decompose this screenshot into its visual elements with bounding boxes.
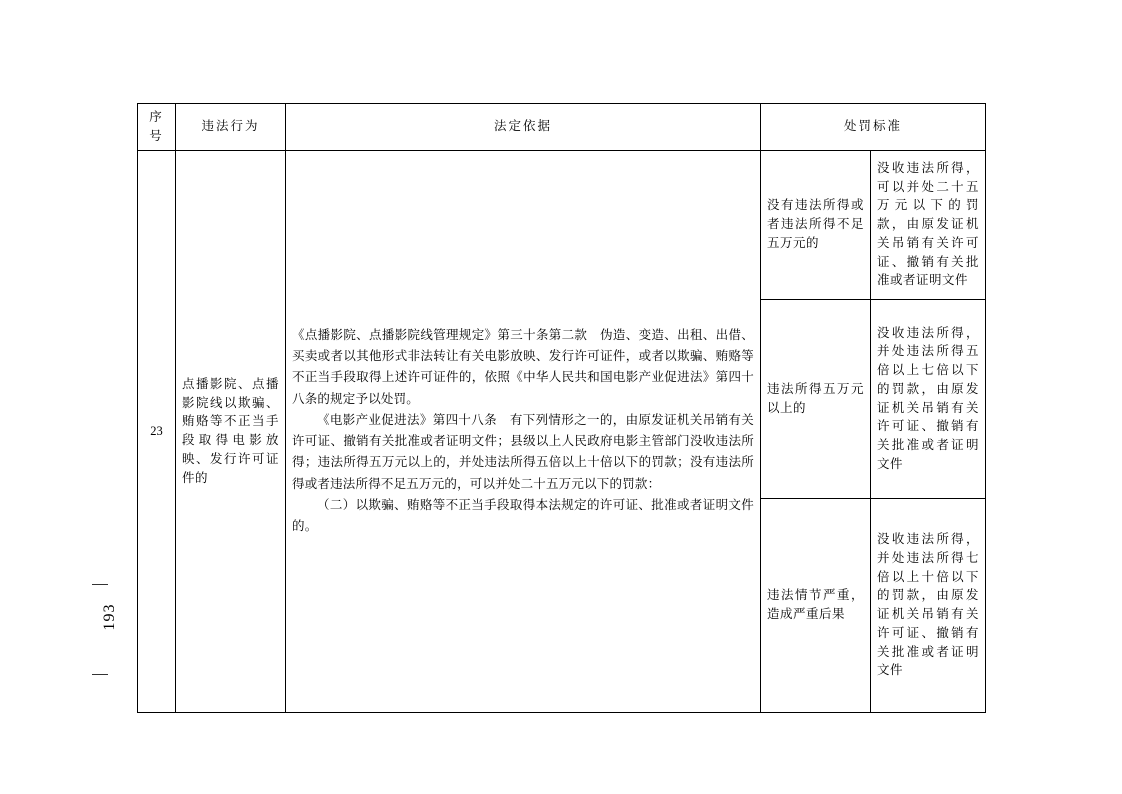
page-number-dash-bottom: [92, 674, 108, 675]
penalty-standard: 没收违法所得，可以并处二十五万元以下的罚款，由原发证机关吊销有关许可证、撤销有关批准或者证明文件: [871, 150, 986, 299]
row-illegal-act: 点播影院、点播影院线以欺骗、贿赂等不正当手段取得电影放映、发行许可证件的: [176, 150, 286, 712]
table-header: [138, 104, 986, 151]
penalty-condition: 没有违法所得或者违法所得不足五万元的: [761, 150, 871, 299]
penalty-condition: 违法情节严重，造成严重后果: [761, 498, 871, 712]
column-header-standard: 处罚标准: [761, 104, 986, 151]
penalty-condition: 违法所得五万元以上的: [761, 299, 871, 498]
page-number-block: [72, 560, 118, 700]
row-number: 23: [138, 150, 176, 712]
table-row: [138, 150, 986, 299]
page-number: 193: [101, 603, 118, 631]
column-header-act: 违法行为: [176, 104, 286, 151]
legal-basis-paragraph-2: 《电影产业促进法》第四十八条 有下列情形之一的，由原发证机关吊销有关许可证、撤销有关批准或者证明文件；县级以上人民政府电影主管部门没收违法所得；违法所得五万元以上的，并处违法所得五倍以上十倍以下的罚款；没有违法所得或者违法所得不足五万元的，可以并处二十五万元以下的罚款：: [292, 412, 754, 491]
penalty-standard: 没收违法所得，并处违法所得七倍以上十倍以下的罚款，由原发证机关吊销有关许可证、撤销有关批准或者证明文件: [871, 498, 986, 712]
row-legal-basis: [286, 150, 761, 712]
penalty-standard: 没收违法所得，并处违法所得五倍以上七倍以下的罚款，由原发证机关吊销有关许可证、撤销有关批准或者证明文件: [871, 299, 986, 498]
penalty-table: [137, 103, 986, 713]
table-header-row: [138, 104, 986, 151]
table-body: [138, 150, 986, 712]
column-header-no: 序 号: [138, 104, 176, 151]
legal-basis-paragraph-1: 《点播影院、点播影院线管理规定》第三十条第二款 伪造、变造、出租、出借、买卖或者以其他形式非法转让有关电影放映、发行许可证件，或者以欺骗、贿赂等不正当手段取得上述许可证件的，依照《中华人民共和国电影产业促进法》第四十八条的规定予以处罚。: [292, 327, 754, 406]
legal-basis-paragraph-3: （二）以欺骗、贿赂等不正当手段取得本法规定的许可证、批准或者证明文件的。: [292, 497, 754, 533]
column-header-basis: 法定依据: [286, 104, 761, 151]
